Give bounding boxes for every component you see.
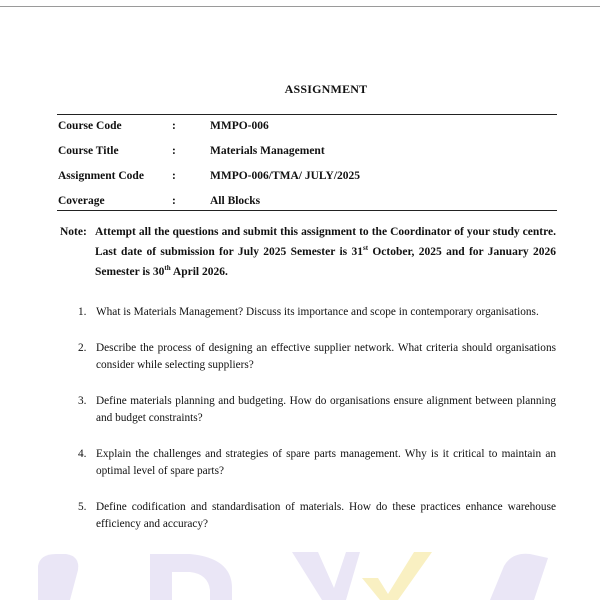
meta-key: Assignment Code xyxy=(58,170,144,182)
note-sup-2: th xyxy=(164,264,171,273)
meta-colon: : xyxy=(172,120,176,132)
watermark-shape-right xyxy=(490,554,548,600)
note-text-3: April 2026. xyxy=(170,266,228,278)
question-number: 2. xyxy=(78,342,87,354)
question-text: Describe the process of designing an effective supplier network. What criteria should organisations consider while selecting suppliers? xyxy=(96,342,556,371)
question-number: 1. xyxy=(78,306,87,318)
meta-key: Course Title xyxy=(58,145,119,157)
question-text: Explain the challenges and strategies of spare parts management. Why is it critical to maintain an optimal level of spare parts? xyxy=(96,448,556,477)
meta-row-course-code xyxy=(57,115,557,140)
submission-note xyxy=(60,222,556,282)
meta-value: MMPO-006/TMA/ JULY/2025 xyxy=(210,170,361,182)
watermark-shape-d xyxy=(150,554,232,600)
question-text: What is Materials Management? Discuss its importance and scope in contemporary organisations. xyxy=(96,306,539,318)
meta-row-assignment-code xyxy=(57,165,557,190)
question-number: 4. xyxy=(78,448,87,460)
course-meta-table xyxy=(57,114,557,211)
question-text: Define materials planning and budgeting. How do organisations ensure alignment between planning and budget constraints? xyxy=(96,395,556,424)
meta-value: All Blocks xyxy=(210,195,261,207)
question-item xyxy=(78,446,556,480)
page-title: ASSIGNMENT xyxy=(284,82,368,96)
watermark-graphic xyxy=(0,548,600,600)
meta-row-course-title xyxy=(57,140,557,165)
meta-key: Coverage xyxy=(58,195,105,207)
watermark-shape-left xyxy=(38,554,78,600)
question-item xyxy=(78,340,556,374)
meta-colon: : xyxy=(172,195,176,207)
meta-value: MMPO-006 xyxy=(210,120,269,132)
meta-key: Course Code xyxy=(58,120,122,132)
watermark-shape-w xyxy=(292,552,360,600)
question-list xyxy=(78,304,556,552)
meta-colon: : xyxy=(172,170,176,182)
note-sup-1: st xyxy=(362,244,369,253)
meta-colon: : xyxy=(172,145,176,157)
question-item xyxy=(78,499,556,533)
note-label: Note: xyxy=(60,226,87,238)
question-item xyxy=(78,393,556,427)
top-rule xyxy=(0,6,600,7)
note-text-1: Attempt all the questions and submit this assignment to the Coordinator of your study centre. Last date of submission for July 2025 Semester is 31 xyxy=(95,226,556,258)
question-item xyxy=(78,304,556,321)
question-number: 3. xyxy=(78,395,87,407)
watermark-logo xyxy=(0,548,600,600)
question-text: Define codification and standardisation of materials. How do these practices enhance warehouse efficiency and accuracy? xyxy=(96,501,556,530)
note-body xyxy=(95,222,556,282)
meta-value: Materials Management xyxy=(210,145,325,157)
note-text-2: October, 2025 and for January 2026 Semester is 30 xyxy=(95,246,557,278)
question-number: 5. xyxy=(78,501,87,513)
meta-row-coverage xyxy=(57,190,557,211)
watermark-shape-check xyxy=(362,552,432,600)
